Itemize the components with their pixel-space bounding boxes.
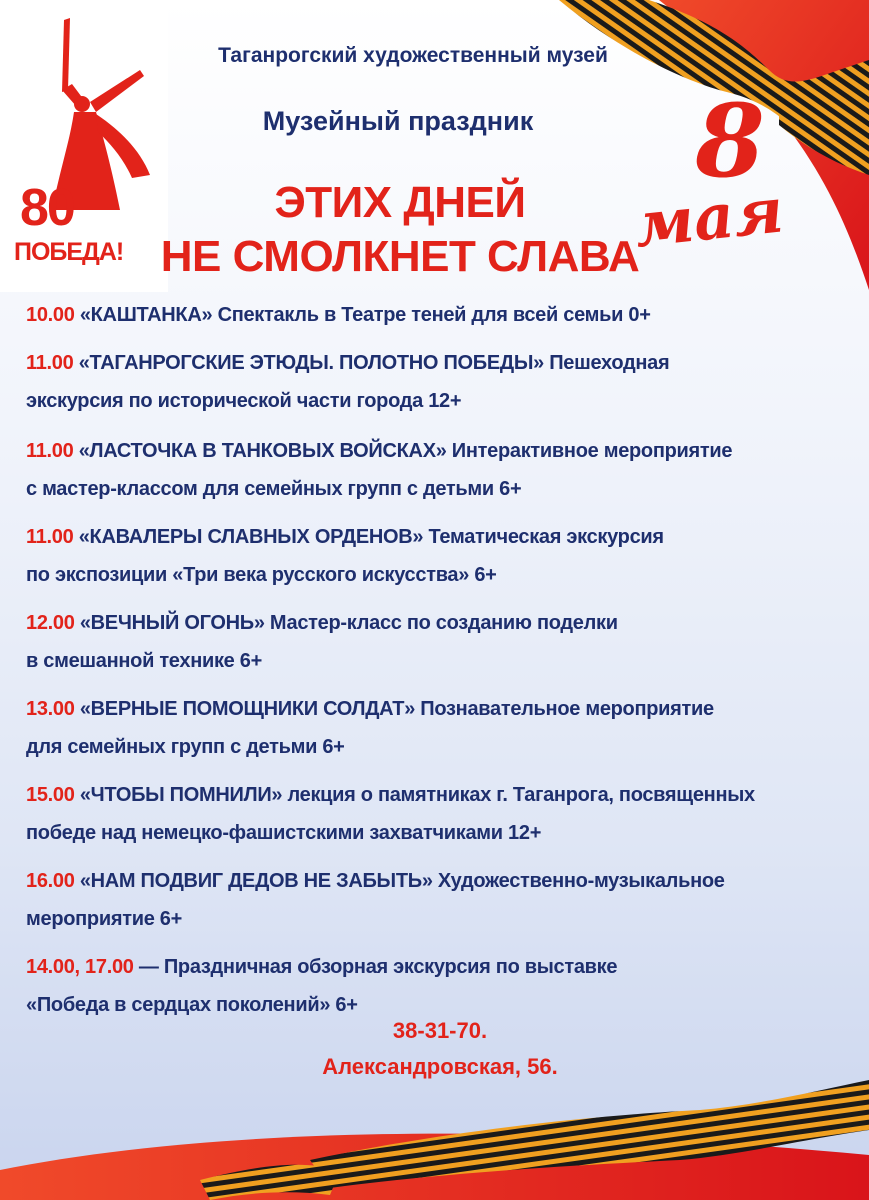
phone-number: 38-31-70. (392, 1018, 488, 1043)
schedule-item (26, 296, 846, 334)
logo-number: 80 (20, 179, 74, 237)
date-month: мая (631, 173, 787, 262)
item-title: — Праздничная обзорная экскурсия по выставке (133, 956, 618, 978)
item-time: 12.00 (26, 612, 75, 634)
headline-line-1: ЭТИХ ДНЕЙ (274, 178, 526, 227)
item-description: экскурсия по исторической части города 12+ (26, 390, 462, 412)
schedule-item (26, 344, 846, 420)
item-description: победе над немецко-фашистскими захватчиками 12+ (26, 822, 542, 844)
date-day: 8 (695, 82, 765, 200)
item-time: 16.00 (26, 870, 75, 892)
item-time: 15.00 (26, 784, 75, 806)
item-description: мероприятие 6+ (26, 908, 182, 930)
item-time: 11.00 (26, 440, 74, 462)
item-time: 13.00 (26, 698, 75, 720)
headline (150, 176, 650, 284)
item-description: с мастер-классом для семейных групп с детьми 6+ (26, 478, 522, 500)
schedule-item (26, 690, 846, 766)
schedule-item (26, 518, 846, 594)
item-title: «ВЕРНЫЕ ПОМОЩНИКИ СОЛДАТ» Познавательное мероприятие (74, 698, 714, 720)
schedule-item (26, 862, 846, 938)
item-title: «ЧТОБЫ ПОМНИЛИ» лекция о памятниках г. Таганрога, посвященных (74, 784, 755, 806)
item-title: «КАВАЛЕРЫ СЛАВНЫХ ОРДЕНОВ» Тематическая экскурсия (73, 526, 664, 548)
schedule-item (26, 432, 846, 508)
headline-line-2: НЕ СМОЛКНЕТ СЛАВА (160, 232, 640, 281)
schedule-item (26, 776, 846, 852)
museum-name: Таганрогский художественный музей (218, 44, 608, 67)
st-george-ribbon-bottom (0, 1060, 869, 1200)
schedule-item (26, 604, 846, 680)
item-time: 11.00 (26, 352, 74, 374)
item-title: «ТАГАНРОГСКИЕ ЭТЮДЫ. ПОЛОТНО ПОБЕДЫ» Пешеходная (73, 352, 670, 374)
item-time: 11.00 (26, 526, 74, 548)
address: Александровская, 56. (322, 1054, 558, 1079)
item-time: 14.00, 17.00 (26, 956, 134, 978)
item-title: «ВЕЧНЫЙ ОГОНЬ» Мастер-класс по созданию поделки (74, 612, 618, 634)
item-description: для семейных групп с детьми 6+ (26, 736, 345, 758)
item-time: 10.00 (26, 304, 75, 326)
schedule-item (26, 948, 846, 1024)
item-description: в смешанной технике 6+ (26, 650, 262, 672)
item-title: «ЛАСТОЧКА В ТАНКОВЫХ ВОЙСКАХ» Интерактивное мероприятие (73, 440, 733, 462)
item-description: «Победа в сердцах поколений» 6+ (26, 994, 358, 1016)
item-title: «КАШТАНКА» Спектакль в Театре теней для всей семьи 0+ (74, 304, 651, 326)
logo-word: ПОБЕДА! (14, 238, 124, 266)
item-title: «НАМ ПОДВИГ ДЕДОВ НЕ ЗАБЫТЬ» Художественно-музыкальное (74, 870, 725, 892)
item-description: по экспозиции «Три века русского искусства» 6+ (26, 564, 497, 586)
victory-80-logo (0, 0, 168, 292)
event-title: Музейный праздник (262, 106, 534, 136)
